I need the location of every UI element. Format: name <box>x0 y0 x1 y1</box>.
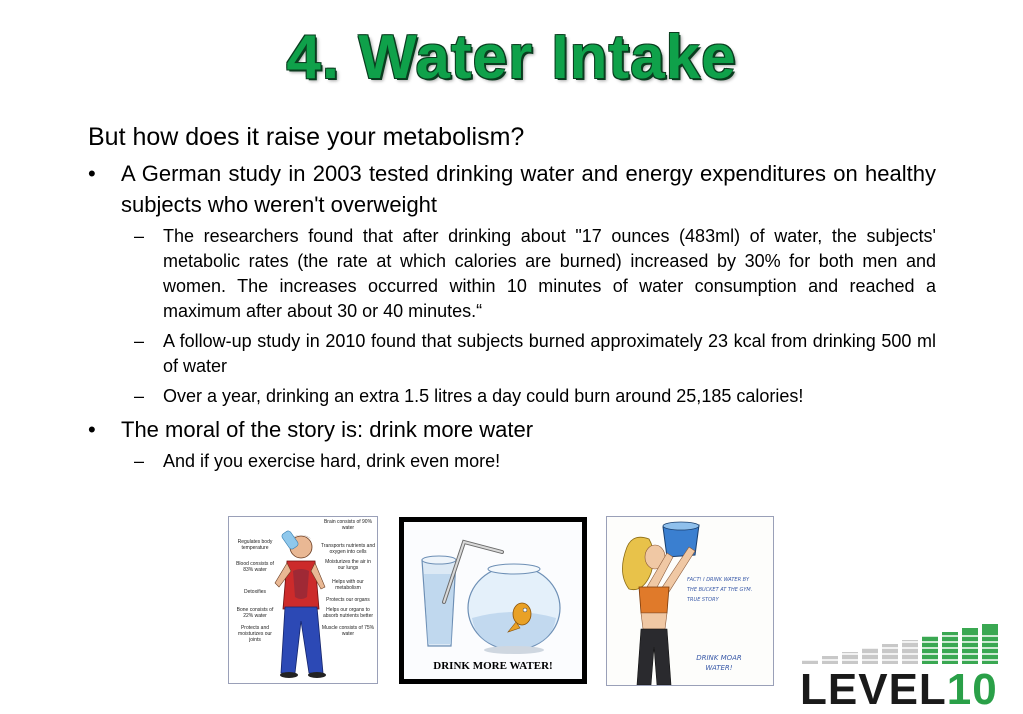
sub-bullet-exercise <box>88 449 936 474</box>
bullet-marker: • <box>88 417 96 442</box>
label-bone-water: Bone consists of 22% water <box>236 607 274 619</box>
label-brain-water: Brain consists of 90% water <box>323 519 373 531</box>
level10-logo-text <box>800 665 998 714</box>
sub-marker: – <box>134 386 145 406</box>
sub-bullet-text: And if you exercise hard, drink even more! <box>163 451 501 471</box>
cartoon-caption: DRINK MORE WATER! <box>433 660 553 672</box>
sub-bullet-researchers <box>88 224 936 324</box>
label-detoxifies: Detoxifies <box>244 589 266 595</box>
drink-moar-note: DRINK MOAR WATER! <box>696 654 742 672</box>
diagram-label-right <box>321 519 375 637</box>
label-absorb-nutrients: Helps our organs to absorb nutrients better <box>322 607 374 619</box>
label-muscle-water: Muscle consists of 75% water <box>321 625 375 637</box>
diagram-label-left <box>232 539 278 643</box>
label-transports-nutrients: Transports nutrients and oxygen into cells <box>321 543 376 555</box>
label-protects-organs: Protects our organs <box>326 597 370 603</box>
girl-drinking-bucket <box>606 516 774 686</box>
label-lungs: Moisturizes the air in our lungs <box>325 559 371 571</box>
bullet-german-study <box>88 158 936 220</box>
drink-more-water-cartoon <box>399 517 587 684</box>
slide-title: 4. Water Intake <box>286 23 737 92</box>
body-water-diagram <box>228 516 378 684</box>
label-body-temperature: Regulates body temperature <box>237 539 273 551</box>
bullet-moral <box>88 414 936 445</box>
sub-bullet-text: The researchers found that after drinking about "17 ounces (483ml) of water, the subjects' metabolic rates (the rate at which calories are burned) increased by 30% for both men and women. The increases occurred within 10 minutes of water consumption and reached a maximum after about 30 or 40 minutes.“ <box>163 226 936 321</box>
sub-marker: – <box>134 226 145 246</box>
sub-bullet-text: A follow-up study in 2010 found that subjects burned approximately 23 kcal from drinking 500 ml of water <box>163 331 936 376</box>
sub-marker: – <box>134 451 145 471</box>
glass-and-fishbowl-illustration <box>404 522 582 679</box>
label-joints: Protects and moisturizes our joints <box>238 625 272 643</box>
bullet-text: The moral of the story is: drink more water <box>121 417 534 442</box>
slide-body <box>88 122 936 479</box>
bullet-text: A German study in 2003 tested drinking water and energy expenditures on healthy subjects who weren't overweight <box>121 161 936 217</box>
sub-marker: – <box>134 331 145 351</box>
bullet-marker: • <box>88 161 96 186</box>
logo-word: LEVEL <box>800 665 947 714</box>
label-metabolism: Helps with our metabolism <box>332 579 364 591</box>
sub-bullet-year <box>88 384 936 409</box>
lead-question: But how does it raise your metabolism? <box>88 123 525 151</box>
sub-bullet-text: Over a year, drinking an extra 1.5 litres a day could burn around 25,185 calories! <box>163 386 804 406</box>
logo-number: 10 <box>946 665 998 714</box>
label-blood-water: Blood consists of 83% water <box>236 561 274 573</box>
sub-bullet-follow-up <box>88 329 936 379</box>
fact-note: FACT! I DRINK WATER BY THE BUCKET AT THE GYM. TRUE STORY <box>687 577 753 603</box>
